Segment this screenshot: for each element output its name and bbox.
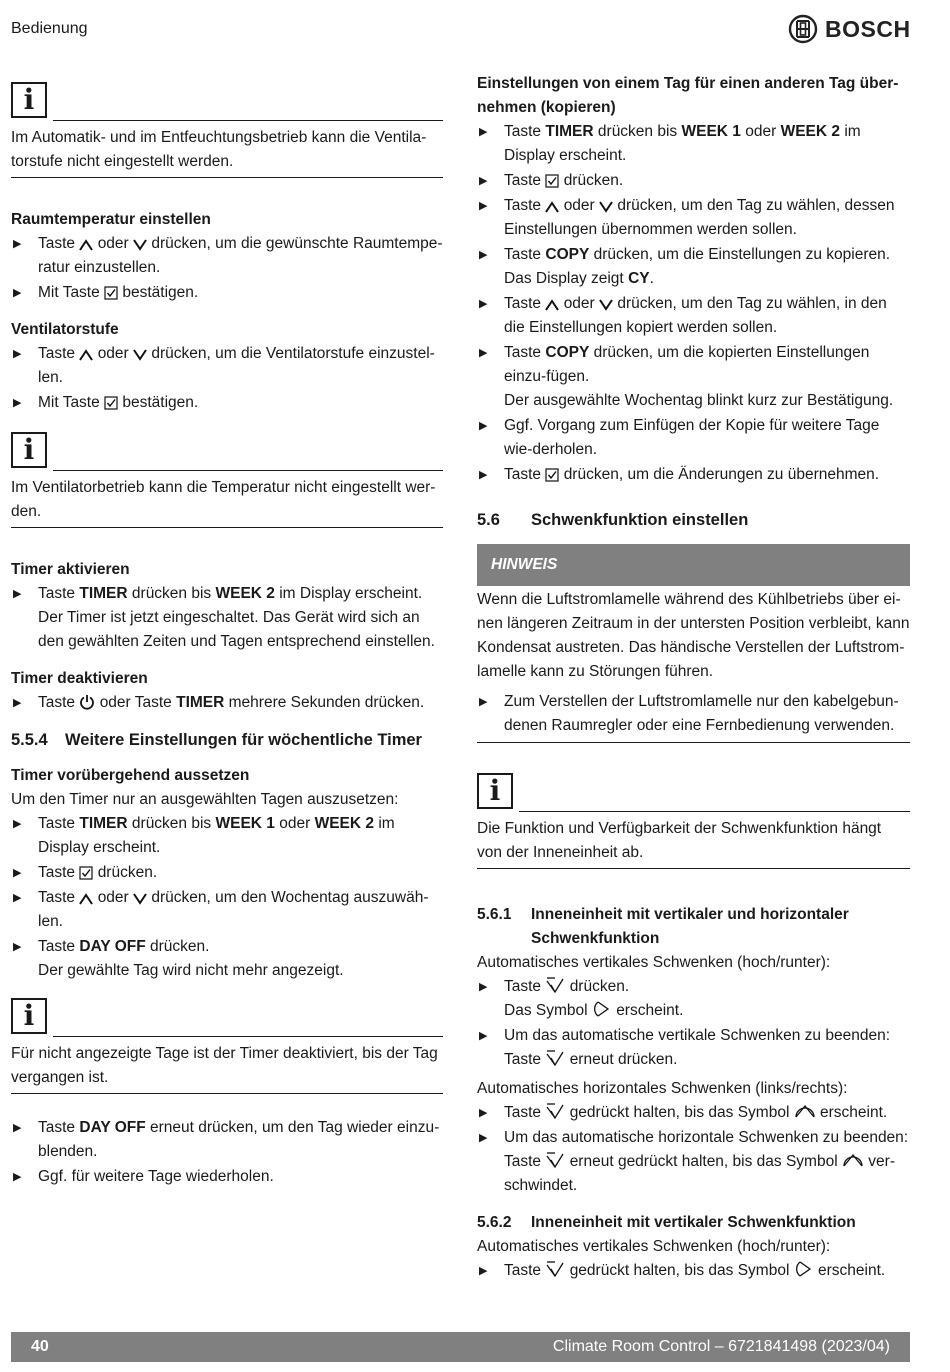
intro-text: Um den Timer nur an ausgewählten Tagen auszusetzen: [11, 791, 399, 808]
page-footer [11, 1332, 910, 1362]
list-item: ▶ Taste oder drücken, um den Tag zu wählen, in den die Einstellungen kopiert werden sollen. [479, 295, 887, 336]
list-item: ▶ Um das automatische horizontale Schwenken zu beenden: Taste erneut gedrückt halten, bis das Symbol ver-schwindet. [479, 1129, 909, 1194]
info-note [11, 82, 443, 178]
checkbox-icon [104, 396, 118, 410]
step-list [477, 1259, 910, 1283]
heading-timer-aktivieren: Timer aktivieren [11, 561, 130, 578]
info-icon: i [11, 432, 47, 468]
list-item: ▶ Taste DAY OFF drücken. Der gewählte Tag wird nicht mehr angezeigt. [13, 938, 344, 979]
left-column [11, 82, 443, 1190]
chevron-down-icon [599, 201, 613, 213]
list-item: ▶ Ggf. Vorgang zum Einfügen der Kopie für weitere Tage wie-derholen. [479, 417, 880, 458]
hinweis-text: Wenn die Luftstromlamelle während des Kühlbetriebs über ei-nen längeren Zeitraum in der untersten Position verbleibt, kann Kondensat austreten. Das händische Verstellen der Luftstrom-lamelle kann zu Störungen führen. [477, 591, 910, 680]
list-item: ▶ Um das automatische vertikale Schwenken zu beenden: Taste erneut drücken. [479, 1027, 890, 1068]
vertical-swing-symbol-icon [794, 1260, 814, 1278]
chevron-down-icon [133, 239, 147, 251]
swing-icon [545, 1151, 565, 1169]
info-note [11, 998, 443, 1094]
chevron-up-icon [79, 893, 93, 905]
list-item: ▶ Taste drücken. [13, 864, 158, 881]
list-item: ▶ Mit Taste bestätigen. [13, 284, 199, 301]
chevron-up-icon [79, 349, 93, 361]
step-list [11, 342, 443, 415]
document-reference: Climate Room Control – 6721841498 (2023/04) [552, 1338, 890, 1355]
vertical-swing-symbol-icon [592, 1000, 612, 1018]
section-5-6-2: 5.6.2 Inneneinheit mit vertikaler Schwenkfunktion [477, 1214, 856, 1231]
brand-logo [788, 14, 911, 44]
step-list [11, 812, 443, 983]
checkbox-icon [545, 468, 559, 482]
list-item: ▶ Taste COPY drücken, um die kopierten Einstellungen einzu-fügen. Der ausgewählte Wochentag blinkt kurz zur Bestätigung. [479, 344, 894, 409]
section-5-6-1: 5.6.1 Inneneinheit mit vertikaler und horizontaler Schwenkfunktion [477, 906, 849, 947]
list-item: ▶ Mit Taste bestätigen. [13, 394, 199, 411]
chevron-down-icon [133, 349, 147, 361]
list-item: ▶ Taste gedrückt halten, bis das Symbol erscheint. [479, 1262, 886, 1279]
list-item: ▶ Taste oder drücken, um den Wochentag auszuwäh-len. [13, 889, 429, 930]
list-item: ▶ Taste oder drücken, um den Tag zu wählen, dessen Einstellungen übernommen werden sollen. [479, 197, 895, 238]
right-column [477, 72, 910, 1284]
list-item: ▶ Taste TIMER drücken bis WEEK 2 im Display erscheint. Der Timer ist jetzt eingeschaltet. Das Gerät wird sich an den gewählten Zeiten und Tagen entsprechend einstellen. [13, 585, 435, 650]
list-item: ▶ Taste oder Taste TIMER mehrere Sekunden drücken. [13, 694, 425, 711]
heading-kopieren: Einstellungen von einem Tag für einen anderen Tag über-nehmen (kopieren) [477, 75, 899, 116]
horizontal-swing-symbol-icon [842, 1151, 864, 1169]
step-list [477, 975, 910, 1072]
section-5-6: 5.6 Schwenkfunktion einstellen [477, 511, 749, 529]
chevron-down-icon [133, 893, 147, 905]
info-text: Im Ventilatorbetrieb kann die Temperatur nicht eingestellt wer-den. [11, 479, 436, 520]
list-item: ▶ Taste DAY OFF erneut drücken, um den Tag wieder einzu-blenden. [13, 1119, 440, 1160]
info-note [477, 773, 910, 869]
checkbox-icon [79, 866, 93, 880]
power-icon [79, 694, 95, 710]
swing-icon [545, 1049, 565, 1067]
info-icon: i [477, 773, 513, 809]
list-item: ▶ Taste oder drücken, um die gewünschte Raumtempe-ratur einzustellen. [13, 235, 443, 276]
swing-icon [545, 1260, 565, 1278]
brand-name: BOSCH [825, 15, 911, 42]
heading-timer-aussetzen: Timer vorübergehend aussetzen [11, 767, 250, 784]
step-list [11, 582, 443, 654]
chevron-up-icon [545, 201, 559, 213]
list-item: ▶ Taste oder drücken, um die Ventilatorstufe einzustel-len. [13, 345, 435, 386]
list-item: ▶ Taste gedrückt halten, bis das Symbol erscheint. [479, 1104, 888, 1121]
heading-raumtemperatur: Raumtemperatur einstellen [11, 211, 211, 228]
list-item: ▶ Taste COPY drücken, um die Einstellungen zu kopieren. Das Display zeigt CY. [479, 246, 891, 287]
step-list [11, 232, 443, 305]
hinweis-banner: HINWEIS [477, 544, 910, 586]
section-5-5-4: 5.5.4 Weitere Einstellungen für wöchentliche Timer [11, 731, 422, 749]
step-list [477, 1101, 910, 1198]
list-item: ▶ Taste drücken. [479, 172, 624, 189]
intro-text: Automatisches vertikales Schwenken (hoch/runter): [477, 954, 831, 971]
list-item: ▶ Ggf. für weitere Tage wiederholen. [13, 1168, 274, 1185]
info-text: Im Automatik- und im Entfeuchtungsbetrieb kann die Ventila-torstufe nicht eingestellt werden. [11, 129, 427, 170]
info-icon: i [11, 998, 47, 1034]
header-section-title: Bedienung [11, 20, 88, 37]
checkbox-icon [104, 286, 118, 300]
step-list [11, 691, 443, 715]
step-list [477, 120, 910, 487]
intro-text: Automatisches horizontales Schwenken (links/rechts): [477, 1080, 848, 1097]
horizontal-swing-symbol-icon [794, 1102, 816, 1120]
info-icon: i [11, 82, 47, 118]
info-text: Die Funktion und Verfügbarkeit der Schwenkfunktion hängt von der Inneneinheit ab. [477, 820, 882, 861]
list-item: ▶ Taste drücken. Das Symbol erscheint. [479, 978, 684, 1019]
list-item: ▶ Taste TIMER drücken bis WEEK 1 oder WEEK 2 im Display erscheint. [479, 123, 861, 164]
bosch-armature-icon [788, 14, 818, 44]
intro-text: Automatisches vertikales Schwenken (hoch/runter): [477, 1238, 831, 1255]
swing-icon [545, 976, 565, 994]
list-item: ▶ Taste drücken, um die Änderungen zu übernehmen. [479, 466, 880, 483]
heading-ventilatorstufe: Ventilatorstufe [11, 321, 119, 338]
step-list [11, 1116, 443, 1189]
chevron-up-icon [79, 239, 93, 251]
checkbox-icon [545, 174, 559, 188]
heading-timer-deaktivieren: Timer deaktivieren [11, 670, 148, 687]
chevron-down-icon [599, 299, 613, 311]
swing-icon [545, 1102, 565, 1120]
step-list [477, 690, 910, 738]
page-number: 40 [31, 1338, 49, 1355]
list-item: ▶ Zum Verstellen der Luftstromlamelle nur den kabelgebun-denen Raumregler oder eine Fernbedienung verwenden. [479, 693, 899, 734]
chevron-up-icon [545, 299, 559, 311]
info-text: Für nicht angezeigte Tage ist der Timer deaktiviert, bis der Tag vergangen ist. [11, 1045, 438, 1086]
list-item: ▶ Taste TIMER drücken bis WEEK 1 oder WEEK 2 im Display erscheint. [13, 815, 395, 856]
info-note [11, 432, 443, 528]
